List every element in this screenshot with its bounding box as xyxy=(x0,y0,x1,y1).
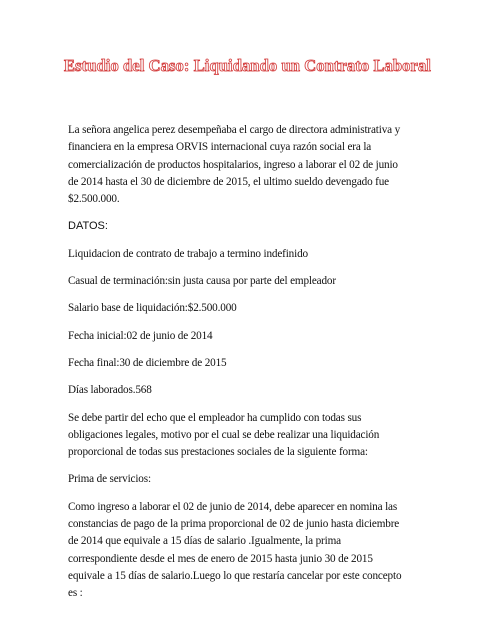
datos-item-days-worked: Días laborados.568 xyxy=(68,384,152,397)
datos-item-salary: Salario base de liquidación:$2.500.000 xyxy=(68,302,237,315)
document-body xyxy=(68,122,430,603)
prima-line: es : xyxy=(68,587,83,600)
intro-line: de 2014 hasta el 30 de diciembre de 2015, el ultimo sueldo devengado fue xyxy=(68,175,390,188)
obligations-line: proporcional de todas sus prestaciones sociales de la siguiente forma: xyxy=(68,446,368,459)
obligations-paragraph xyxy=(68,410,430,462)
datos-heading: DATOS: xyxy=(68,220,108,233)
prima-line: equivale a 15 días de salario.Luego lo que restaría cancelar por este concepto xyxy=(68,569,402,582)
intro-line: comercialización de productos hospitalarios, ingreso a laborar el 02 de junio xyxy=(68,158,398,171)
prima-line: correspondiente desde el mes de enero de 2015 hasta junio 30 de 2015 xyxy=(68,552,373,565)
intro-paragraph xyxy=(68,122,430,208)
intro-line: financiera en la empresa ORVIS internacional cuya razón social era la xyxy=(68,141,372,154)
obligations-line: obligaciones legales, motivo por el cual se debe realizar una liquidación xyxy=(68,428,380,441)
prima-line: de 2014 que equivale a 15 días de salario .Igualmente, la prima xyxy=(68,535,341,548)
prima-heading: Prima de servicios: xyxy=(68,473,151,486)
prima-line: constancias de pago de la prima proporcional de 02 de junio hasta diciembre xyxy=(68,518,400,531)
document-title: Estudio del Caso: Liquidando un Contrato Laboral xyxy=(64,56,431,75)
intro-line: $2.500.000. xyxy=(68,193,120,206)
datos-item-termination: Casual de terminación:sin justa causa por parte del empleador xyxy=(68,275,336,288)
intro-line: La señora angelica perez desempeñaba el cargo de directora administrativa y xyxy=(68,124,401,136)
datos-item-start-date: Fecha inicial:02 de junio de 2014 xyxy=(68,329,213,342)
obligations-line: Se debe partir del echo que el empleador ha cumplido con todas sus xyxy=(68,411,362,424)
prima-line: Como ingreso a laborar el 02 de junio de 2014, debe aparecer en nomina las xyxy=(68,500,398,513)
prima-paragraph xyxy=(68,499,430,603)
datos-item-contract-type: Liquidacion de contrato de trabajo a termino indefinido xyxy=(68,247,308,260)
datos-item-end-date: Fecha final:30 de diciembre de 2015 xyxy=(68,356,227,369)
